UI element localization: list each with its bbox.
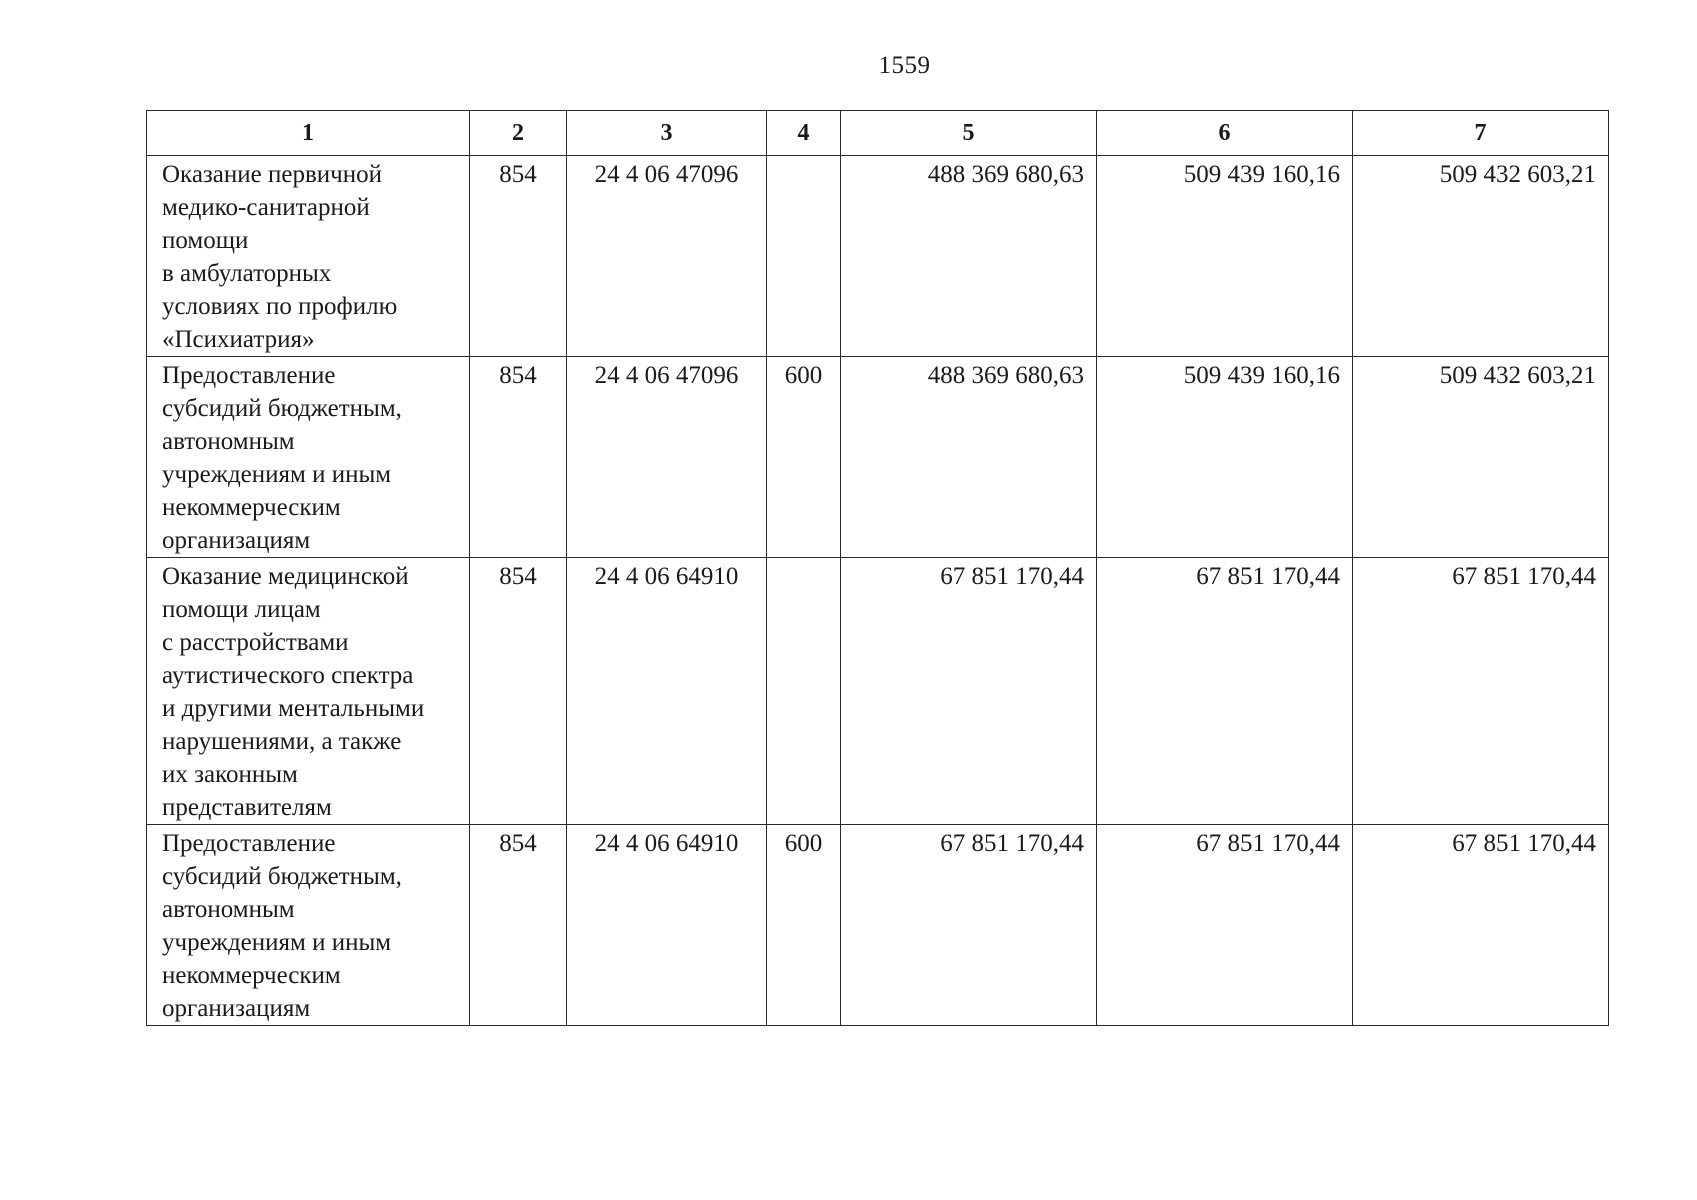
table-row xyxy=(147,156,1609,357)
row-col2-cell: 854 xyxy=(470,156,567,357)
header-col-3: 3 xyxy=(567,111,767,156)
row-col7-cell: 509 432 603,21 xyxy=(1353,156,1609,357)
header-col-2: 2 xyxy=(470,111,567,156)
row-name-line: нарушениями, а также xyxy=(162,728,402,755)
row-col6-cell: 67 851 170,44 xyxy=(1097,825,1353,1026)
header-col-5: 5 xyxy=(841,111,1097,156)
row-name-line: некоммерческим xyxy=(162,494,341,521)
row-col7-cell: 67 851 170,44 xyxy=(1353,825,1609,1026)
row-col3-cell: 24 4 06 47096 xyxy=(567,357,767,558)
row-col5-cell: 67 851 170,44 xyxy=(841,558,1097,825)
row-col3-cell: 24 4 06 47096 xyxy=(567,156,767,357)
row-name-line: некоммерческим xyxy=(162,962,341,989)
row-name-cell xyxy=(147,825,470,1026)
row-col7-cell: 67 851 170,44 xyxy=(1353,558,1609,825)
row-col4-cell xyxy=(767,156,841,357)
row-name-cell xyxy=(147,357,470,558)
row-col7-cell: 509 432 603,21 xyxy=(1353,357,1609,558)
header-col-7: 7 xyxy=(1353,111,1609,156)
table-row xyxy=(147,357,1609,558)
row-name-line: организациям xyxy=(162,527,311,554)
row-name-cell xyxy=(147,558,470,825)
row-name-line: Оказание медицинской xyxy=(162,563,409,590)
row-name-line: с расстройствами xyxy=(162,629,349,656)
row-name-cell xyxy=(147,156,470,357)
row-col2-cell: 854 xyxy=(470,825,567,1026)
row-name-line: медико-санитарной xyxy=(162,194,370,221)
row-col5-cell: 488 369 680,63 xyxy=(841,156,1097,357)
row-name-line: субсидий бюджетным, xyxy=(162,863,402,890)
row-name-line: организациям xyxy=(162,995,311,1022)
budget-table xyxy=(146,110,1609,1026)
header-col-1: 1 xyxy=(147,111,470,156)
row-col3-cell: 24 4 06 64910 xyxy=(567,825,767,1026)
row-col3-cell: 24 4 06 64910 xyxy=(567,558,767,825)
row-col2-cell: 854 xyxy=(470,558,567,825)
row-name-line: Предоставление xyxy=(162,830,336,857)
row-col6-cell: 509 439 160,16 xyxy=(1097,156,1353,357)
row-col5-cell: 67 851 170,44 xyxy=(841,825,1097,1026)
row-col6-cell: 509 439 160,16 xyxy=(1097,357,1353,558)
row-col4-cell xyxy=(767,558,841,825)
header-col-4: 4 xyxy=(767,111,841,156)
row-col2-cell: 854 xyxy=(470,357,567,558)
row-name-line: Оказание первичной xyxy=(162,161,382,188)
table-row xyxy=(147,825,1609,1026)
row-name-line: помощи xyxy=(162,227,249,254)
row-name-line: субсидий бюджетным, xyxy=(162,395,402,422)
header-col-6: 6 xyxy=(1097,111,1353,156)
row-name-line: их законным xyxy=(162,761,298,788)
row-col4-cell: 600 xyxy=(767,825,841,1026)
row-name-line: учреждениям и иным xyxy=(162,929,392,956)
row-name-line: Предоставление xyxy=(162,362,336,389)
row-col5-cell: 488 369 680,63 xyxy=(841,357,1097,558)
table-row xyxy=(147,558,1609,825)
row-name-line: автономным xyxy=(162,896,295,923)
row-name-line: представителям xyxy=(162,794,332,821)
row-col6-cell: 67 851 170,44 xyxy=(1097,558,1353,825)
header-row xyxy=(147,111,1609,156)
row-name-line: в амбулаторных xyxy=(162,260,332,287)
page-number: 1559 xyxy=(878,52,931,79)
row-col4-cell: 600 xyxy=(767,357,841,558)
row-name-line: учреждениям и иным xyxy=(162,461,392,488)
row-name-line: аутистического спектра xyxy=(162,662,414,689)
row-name-line: и другими ментальными xyxy=(162,695,425,722)
row-name-line: помощи лицам xyxy=(162,596,321,623)
row-name-line: условиях по профилю xyxy=(162,293,398,320)
row-name-line: автономным xyxy=(162,428,295,455)
row-name-line: «Психиатрия» xyxy=(162,326,315,353)
